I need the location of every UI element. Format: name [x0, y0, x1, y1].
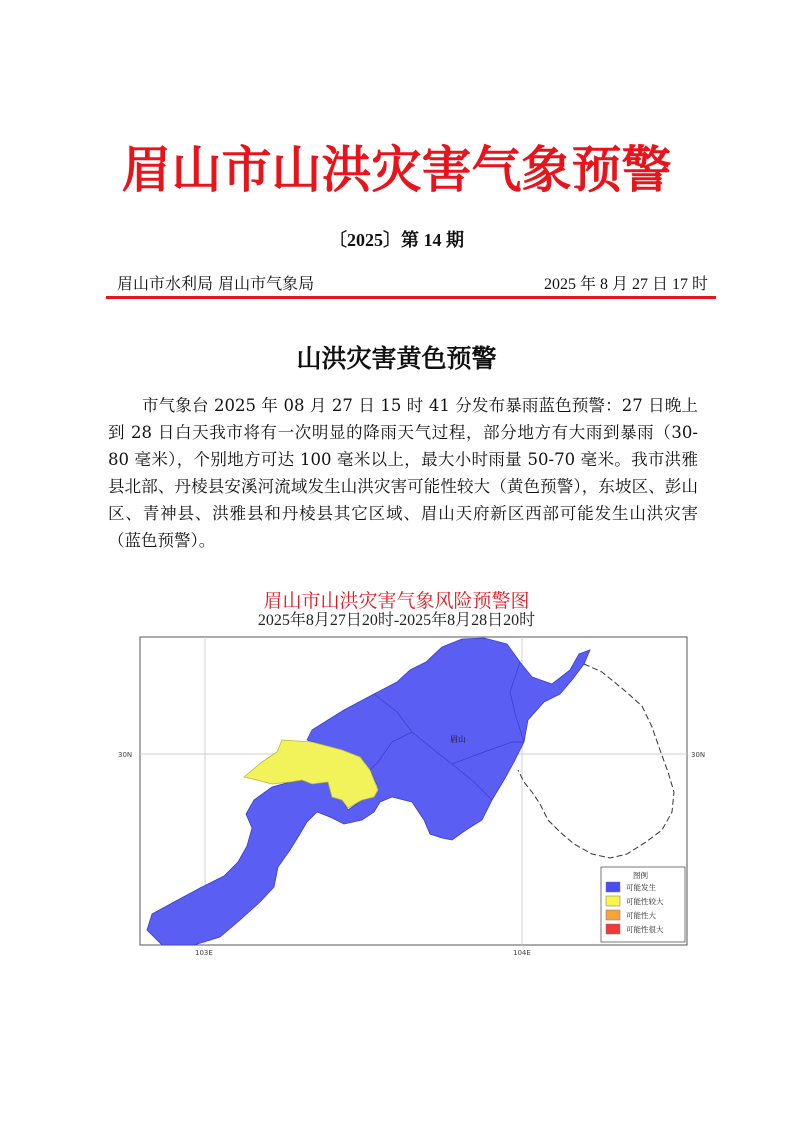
legend-label-greater: 可能性较大 [626, 897, 664, 906]
warning-title: 山洪灾害黄色预警 [296, 344, 497, 373]
lat-label-left: 30N [118, 751, 133, 759]
legend-swatch-greater [606, 896, 620, 906]
legend-swatch-high [606, 910, 620, 920]
map-legend [601, 867, 685, 942]
lon-label-104e: 104E [513, 949, 531, 957]
map-subtitle: 2025年8月27日20时-2025年8月28日20时 [257, 612, 536, 629]
legend-label-possible: 可能发生 [626, 883, 656, 892]
issue-time: 2025 年 8 月 27 日 17 时 [543, 276, 708, 293]
risk-map [112, 632, 706, 962]
city-label: 眉山 [450, 735, 466, 744]
legend-swatch-possible [606, 882, 620, 892]
map-title: 眉山市山洪灾害气象风险预警图 [263, 590, 530, 612]
issue-number: 〔2025〕第 14 期 [329, 230, 464, 250]
issuer-agencies: 眉山市水利局 眉山市气象局 [117, 274, 315, 293]
legend-label-high: 可能性大 [626, 911, 656, 920]
lon-label-103e: 103E [195, 949, 213, 957]
legend-swatch-very-high [606, 924, 620, 934]
legend-title: 图例 [633, 871, 648, 880]
masthead-title: 眉山市山洪灾害气象预警 [121, 140, 672, 199]
warning-body: 市气象台 2025 年 08 月 27 日 15 时 41 分发布暴雨蓝色预警：27 日晚上到 28 日白天我市将有一次明显的降雨天气过程，部分地方有大雨到暴雨（30-80 毫米），个别地方可达 100 毫米以上，最大小时雨量 50-70 毫米。我市洪雅县北部、丹棱县安溪河流域发生山洪灾害可能性较大（黄色预警），东坡区、彭山区、青神县、洪雅县和丹棱县其它区域、眉山天府新区西部可能发生山洪灾害（蓝色预警）。 [108, 396, 698, 550]
lat-label-right: 30N [691, 751, 706, 759]
legend-label-very-high: 可能性很大 [626, 925, 664, 934]
red-divider [106, 296, 716, 299]
